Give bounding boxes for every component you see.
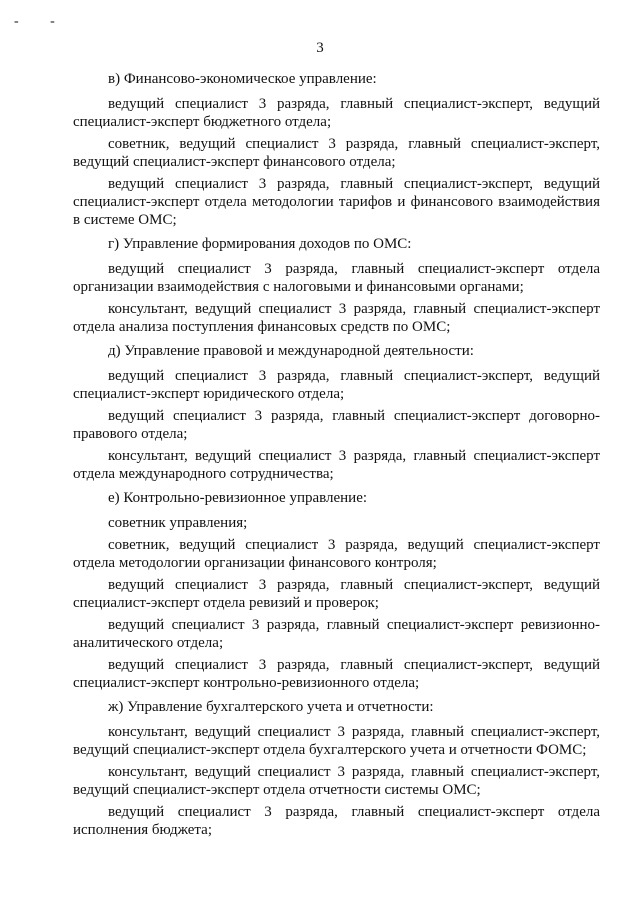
document-body [73,64,600,841]
section-control-audit [73,489,600,692]
list-item: ведущий специалист 3 разряда, главный специалист-эксперт, ведущий специалист-эксперт бюджетного отдела; [73,96,600,130]
list-item: ведущий специалист 3 разряда, главный специалист-эксперт отдела организации взаимодействия с налоговыми и финансовыми органами; [73,261,600,295]
section-heading: е) Контрольно-ревизионное управление: [108,490,368,506]
list-item: советник управления; [108,515,248,531]
list-item: ведущий специалист 3 разряда, главный специалист-эксперт ревизионно-аналитического отдела; [73,617,600,651]
list-item: ведущий специалист 3 разряда, главный специалист-эксперт договорно-правового отдела; [73,408,600,442]
section-accounting [73,698,600,839]
section-heading: в) Финансово-экономическое управление: [108,71,377,87]
list-item: ведущий специалист 3 разряда, главный специалист-эксперт, ведущий специалист-эксперт отдела ревизий и проверок; [73,577,600,611]
section-income-formation [73,235,600,336]
section-legal-international [73,342,600,483]
list-item: ведущий специалист 3 разряда, главный специалист-эксперт отдела исполнения бюджета; [73,804,600,838]
list-item: советник, ведущий специалист 3 разряда, ведущий специалист-эксперт отдела методологии организации финансового контроля; [73,537,600,571]
section-financial-economic [73,70,600,229]
list-item: ведущий специалист 3 разряда, главный специалист-эксперт, ведущий специалист-эксперт контрольно-ревизионного отдела; [73,657,600,691]
section-heading: ж) Управление бухгалтерского учета и отчетности: [108,699,434,715]
section-heading: г) Управление формирования доходов по ОМС: [108,236,412,252]
section-heading: д) Управление правовой и международной деятельности: [108,343,474,359]
list-item: консультант, ведущий специалист 3 разряда, главный специалист-эксперт, ведущий специалист-эксперт отдела отчетности системы ОМС; [73,764,600,798]
list-item: ведущий специалист 3 разряда, главный специалист-эксперт, ведущий специалист-эксперт юридического отдела; [73,368,600,402]
list-item: консультант, ведущий специалист 3 разряда, главный специалист-эксперт, ведущий специалист-эксперт отдела бухгалтерского учета и отчетности ФОМС; [73,724,600,758]
scan-marks: - - [14,14,69,29]
list-item: советник, ведущий специалист 3 разряда, главный специалист-эксперт, ведущий специалист-эксперт финансового отдела; [73,136,600,170]
page-number: 3 [316,40,324,56]
list-item: ведущий специалист 3 разряда, главный специалист-эксперт, ведущий специалист-эксперт отдела методологии тарифов и финансового взаимодействия в системе ОМС; [73,176,600,228]
list-item: консультант, ведущий специалист 3 разряда, главный специалист-эксперт отдела международного сотрудничества; [73,448,600,482]
list-item: консультант, ведущий специалист 3 разряда, главный специалист-эксперт отдела анализа поступления финансовых средств по ОМС; [73,301,600,335]
